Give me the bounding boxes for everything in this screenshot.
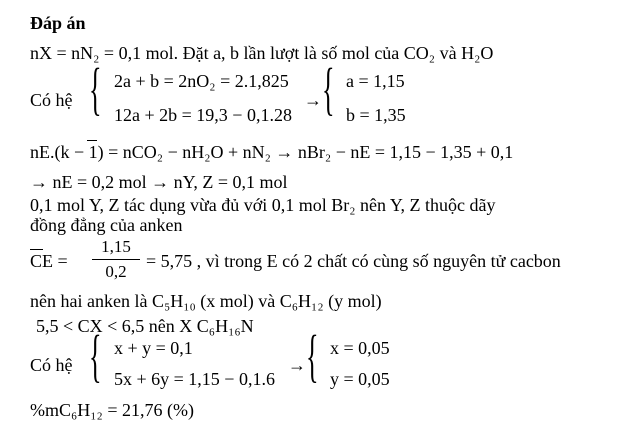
system1-label: Có hệ xyxy=(30,90,73,110)
system1-result-a: a = 1,15 xyxy=(346,71,405,91)
fraction-denominator: 0,2 xyxy=(105,262,127,281)
line-bromine-reaction: 0,1 mol Y, Z tác dụng vừa đủ với 0,1 mol Br₂ nên Y, Z thuộc dãy xyxy=(30,195,496,215)
line-x-formula: 5,5 < CX < 6,5 nên X C₆H₁₆N xyxy=(36,316,254,336)
system1-left-brace: { xyxy=(89,56,102,121)
line-two-alkenes: nên hai anken là C₅H₁₀ (x mol) và C₆H₁₂ (y mol) xyxy=(30,291,382,311)
line-nx-definition: nX = nN₂ = 0,1 mol. Đặt a, b lần lượt là số mol của CO₂ và H₂O xyxy=(30,43,494,63)
fraction-numerator: 1,15 xyxy=(101,237,131,256)
system2-result-brace: { xyxy=(306,323,319,388)
system2-equation-1: x + y = 0,1 xyxy=(114,338,193,358)
answer-title: Đáp án xyxy=(30,13,86,33)
average-carbon-rhs: = 5,75 , vì trong E có 2 chất có cùng số nguyên tử cacbon xyxy=(146,251,561,271)
average-carbon-lhs: CE = xyxy=(30,251,68,271)
fraction-bar xyxy=(92,259,140,260)
line-mass-percent: %mC₆H₁₂ = 21,76 (%) xyxy=(30,400,194,420)
system1-result-b: b = 1,35 xyxy=(346,105,406,125)
line-ne-equation: nE.(k − 1) = nCO₂ − nH₂O + nN₂ → nBr₂ − nE = 1,15 − 1,35 + 0,1 xyxy=(30,142,514,162)
system2-left-brace: { xyxy=(89,323,102,388)
system2-result-x: x = 0,05 xyxy=(330,338,390,358)
system1-equation-1: 2a + b = 2nO₂ = 2.1,825 xyxy=(114,71,289,91)
line-alkene-series: đồng đẳng của anken xyxy=(30,215,183,235)
system2-result-y: y = 0,05 xyxy=(330,369,390,389)
system1-result-brace: { xyxy=(322,56,335,121)
line-ne-result: → nE = 0,2 mol → nY, Z = 0,1 mol xyxy=(30,172,288,192)
system2-arrow: → xyxy=(288,355,306,375)
system2-equation-2: 5x + 6y = 1,15 − 0,1.6 xyxy=(114,369,275,389)
system2-label: Có hệ xyxy=(30,355,73,375)
system1-equation-2: 12a + 2b = 19,3 − 0,1.28 xyxy=(114,105,292,125)
system1-arrow: → xyxy=(304,90,322,110)
